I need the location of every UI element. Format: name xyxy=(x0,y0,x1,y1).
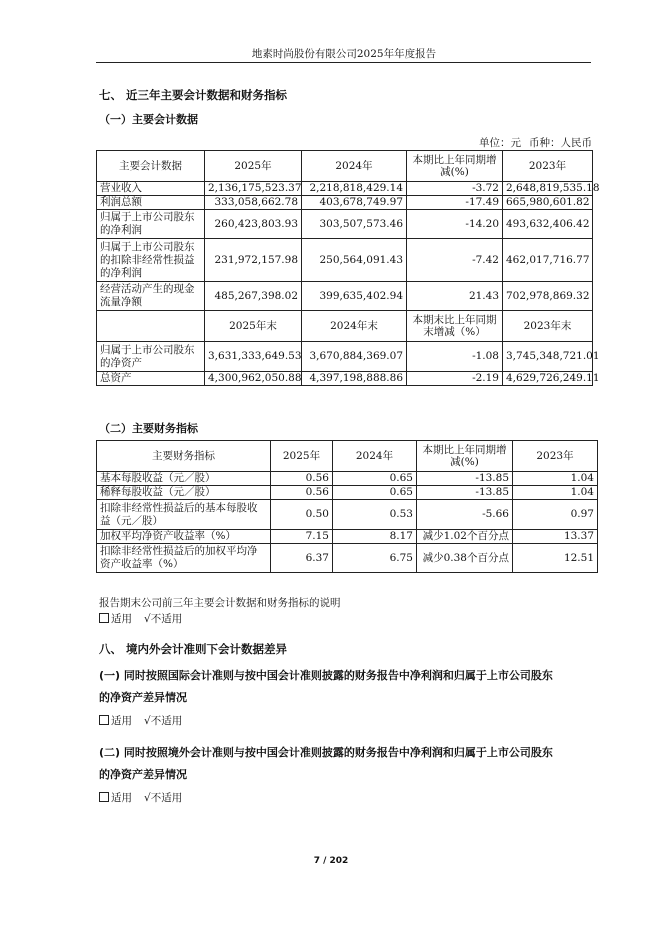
currency-text: 币种：人民币 xyxy=(529,137,592,149)
value-cell: -7.42 xyxy=(407,239,503,282)
value-cell: 减少0.38个百分点 xyxy=(417,544,513,573)
row-label-cell: 归属于上市公司股东的扣除非经常性损益的净利润 xyxy=(97,239,205,282)
section-7-title: 七、 近三年主要会计数据和财务指标 xyxy=(99,88,288,102)
value-cell: 0.56 xyxy=(271,472,333,486)
section-7-sub2: （二）主要财务指标 xyxy=(99,422,198,435)
value-cell: 1.04 xyxy=(513,472,598,486)
row-label-cell: 归属于上市公司股东的净资产 xyxy=(97,342,205,372)
not-apply-label: √不适用 xyxy=(144,715,183,727)
page-number: 7 / 202 xyxy=(313,856,349,866)
table-header-row xyxy=(97,441,598,472)
value-cell: 0.65 xyxy=(333,486,417,500)
report-header-title: 地素时尚股份有限公司2025年年度报告 xyxy=(251,48,437,60)
value-cell: 6.37 xyxy=(271,544,333,573)
section-8-item1-line1: (一) 同时按照国际会计准则与按中国会计准则披露的财务报告中净利润和归属于上市公司股东 xyxy=(99,669,553,682)
row-label-cell: 营业收入 xyxy=(97,182,205,196)
unit-text: 单位：元 xyxy=(479,137,521,149)
applicability-options-7 xyxy=(99,611,182,626)
value-cell: 0.65 xyxy=(333,472,417,486)
value-cell: 3,631,333,649.53 xyxy=(205,342,302,372)
apply-label: 适用 xyxy=(111,792,132,804)
row-label-cell: 加权平均净资产收益率（%） xyxy=(97,530,271,544)
value-cell: 2,648,819,535.18 xyxy=(503,182,593,196)
value-cell: 250,564,091.43 xyxy=(302,239,407,282)
header-cell: 2024年末 xyxy=(302,311,407,342)
row-label-cell: 扣除非经常性损益后的加权平均净资产收益率（%） xyxy=(97,544,271,573)
unit-label xyxy=(440,135,592,150)
value-cell: -3.72 xyxy=(407,182,503,196)
table-row xyxy=(97,544,598,573)
value-cell: 2,136,175,523.37 xyxy=(205,182,302,196)
value-cell: 260,423,803.93 xyxy=(205,210,302,239)
header-cell: 2025年末 xyxy=(205,311,302,342)
value-cell: -13.85 xyxy=(417,472,513,486)
value-cell: 702,978,869.32 xyxy=(503,282,593,311)
value-cell: 6.75 xyxy=(333,544,417,573)
value-cell: -2.19 xyxy=(407,372,503,386)
section-8-item1-line2: 的净资产差异情况 xyxy=(99,691,187,704)
value-cell: 0.56 xyxy=(271,486,333,500)
main-accounting-data-table xyxy=(96,150,600,386)
row-label-cell: 基本每股收益（元／股） xyxy=(97,472,271,486)
value-cell: 2,218,818,429.14 xyxy=(302,182,407,196)
value-cell: 4,300,962,050.88 xyxy=(205,372,302,386)
value-cell: 13.37 xyxy=(513,530,598,544)
table-row xyxy=(97,210,593,239)
checkbox-apply[interactable] xyxy=(99,715,109,725)
value-cell: 485,267,398.02 xyxy=(205,282,302,311)
value-cell: 333,058,662.78 xyxy=(205,196,302,210)
value-cell: -5.66 xyxy=(417,500,513,530)
table-row xyxy=(97,196,593,210)
not-apply-label: √不适用 xyxy=(144,613,183,625)
value-cell: 0.50 xyxy=(271,500,333,530)
apply-label: 适用 xyxy=(111,613,132,625)
main-financial-indicators-table xyxy=(96,440,598,573)
header-cell: 主要财务指标 xyxy=(97,441,271,472)
value-cell: -1.08 xyxy=(407,342,503,372)
value-cell: 0.53 xyxy=(333,500,417,530)
header-cell: 2025年 xyxy=(205,151,302,182)
value-cell: 21.43 xyxy=(407,282,503,311)
header-cell: 2023年 xyxy=(513,441,598,472)
header-cell: 本期比上年同期增减(%) xyxy=(417,441,513,472)
table-header-row xyxy=(97,151,593,182)
section-8-item2-line1: (二) 同时按照境外会计准则与按中国会计准则披露的财务报告中净利润和归属于上市公司股东 xyxy=(99,746,553,759)
header-cell: 2025年 xyxy=(271,441,333,472)
row-label-cell: 归属于上市公司股东的净利润 xyxy=(97,210,205,239)
checkbox-apply[interactable] xyxy=(99,613,109,623)
value-cell: 1.04 xyxy=(513,486,598,500)
value-cell: 403,678,749.97 xyxy=(302,196,407,210)
header-cell xyxy=(97,311,205,342)
value-cell: 3,745,348,721.01 xyxy=(503,342,593,372)
value-cell: 7.15 xyxy=(271,530,333,544)
value-cell: 4,629,726,249.11 xyxy=(503,372,593,386)
checkbox-apply[interactable] xyxy=(99,792,109,802)
header-cell: 2024年 xyxy=(333,441,417,472)
value-cell: 665,980,601.82 xyxy=(503,196,593,210)
header-cell: 主要会计数据 xyxy=(97,151,205,182)
value-cell: 0.97 xyxy=(513,500,598,530)
row-label-cell: 扣除非经常性损益后的基本每股收益（元／股） xyxy=(97,500,271,530)
section-8-item2-line2: 的净资产差异情况 xyxy=(99,768,187,781)
table-row xyxy=(97,530,598,544)
applicability-options-8-1 xyxy=(99,713,182,728)
header-cell: 2024年 xyxy=(302,151,407,182)
value-cell: 399,635,402.94 xyxy=(302,282,407,311)
value-cell: -17.49 xyxy=(407,196,503,210)
value-cell: -14.20 xyxy=(407,210,503,239)
table-row xyxy=(97,182,593,196)
applicability-options-8-2 xyxy=(99,790,182,805)
value-cell: 303,507,573.46 xyxy=(302,210,407,239)
header-cell: 2023年 xyxy=(503,151,593,182)
table-row xyxy=(97,342,593,372)
table-row xyxy=(97,472,598,486)
section-8-title: 八、 境内外会计准则下会计数据差异 xyxy=(99,642,288,656)
table-header-row xyxy=(97,311,593,342)
section-7-sub1: （一）主要会计数据 xyxy=(99,113,198,126)
row-label-cell: 稀释每股收益（元／股） xyxy=(97,486,271,500)
apply-label: 适用 xyxy=(111,715,132,727)
header-divider xyxy=(96,62,591,63)
value-cell: 4,397,198,888.86 xyxy=(302,372,407,386)
row-label-cell: 利润总额 xyxy=(97,196,205,210)
value-cell: 3,670,884,369.07 xyxy=(302,342,407,372)
not-apply-label: √不适用 xyxy=(144,792,183,804)
value-cell: 462,017,716.77 xyxy=(503,239,593,282)
indicator-note: 报告期末公司前三年主要会计数据和财务指标的说明 xyxy=(99,597,341,609)
row-label-cell: 总资产 xyxy=(97,372,205,386)
header-cell: 本期比上年同期增减(%) xyxy=(407,151,503,182)
table-row xyxy=(97,282,593,311)
value-cell: 8.17 xyxy=(333,530,417,544)
header-cell: 本期末比上年同期末增减（%） xyxy=(407,311,503,342)
value-cell: 493,632,406.42 xyxy=(503,210,593,239)
header-cell: 2023年末 xyxy=(503,311,593,342)
table-row xyxy=(97,486,598,500)
row-label-cell: 经营活动产生的现金流量净额 xyxy=(97,282,205,311)
table-row xyxy=(97,372,593,386)
value-cell: 减少1.02个百分点 xyxy=(417,530,513,544)
value-cell: -13.85 xyxy=(417,486,513,500)
value-cell: 231,972,157.98 xyxy=(205,239,302,282)
table-row xyxy=(97,239,593,282)
table-row xyxy=(97,500,598,530)
value-cell: 12.51 xyxy=(513,544,598,573)
